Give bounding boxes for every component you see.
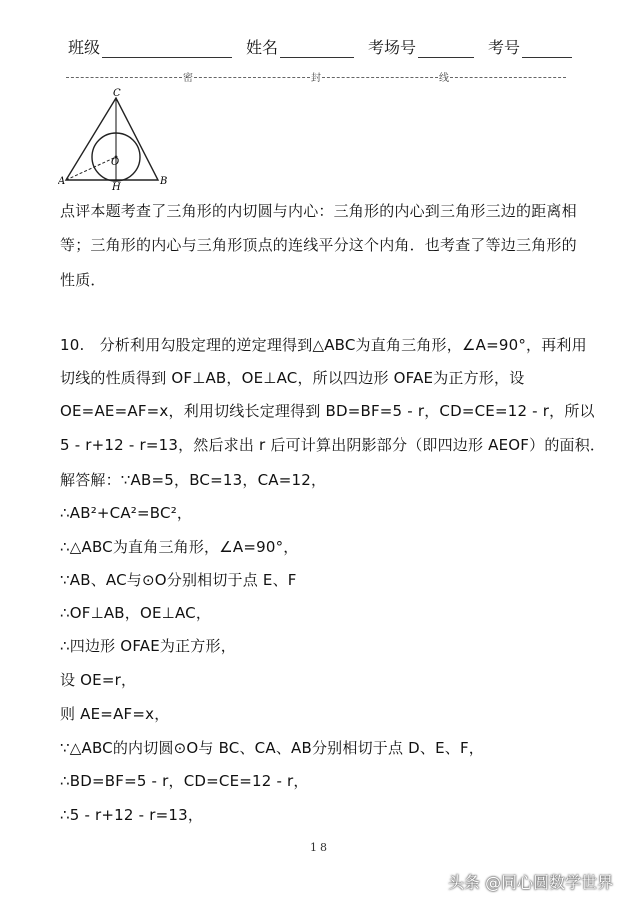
text-line: 5 - r+12 - r=13，然后求出 r 后可计算出阴影部分（即四边形 AEOF）的面积． xyxy=(60,436,606,454)
class-label: 班级 xyxy=(68,38,101,57)
label-a: A xyxy=(58,176,66,187)
watermark: 头条 @同心圆数学世界 xyxy=(448,873,614,892)
exam-header xyxy=(68,34,588,58)
seal-xian: 线 xyxy=(439,73,449,84)
exam-room-label: 考场号 xyxy=(368,38,417,57)
seal-dash xyxy=(66,77,182,78)
seal-dash xyxy=(450,77,566,78)
text-line: 等；三角形的内心与三角形顶点的连线平分这个内角．也考查了等边三角形的 xyxy=(60,236,577,254)
label-b: B xyxy=(160,176,168,187)
text-line: 性质． xyxy=(60,271,106,289)
text-line: 点评本题考查了三角形的内切圆与内心：三角形的内心到三角形三边的距离相 xyxy=(60,202,577,220)
exam-no-blank[interactable] xyxy=(522,41,572,58)
seal-dash xyxy=(194,77,310,78)
text-line: ∴AB²+CA²=BC²， xyxy=(60,504,193,522)
text-line: ∴△ABC为直角三角形，∠A=90°， xyxy=(60,538,299,556)
text-line: ∴OF⊥AB，OE⊥AC， xyxy=(60,604,212,622)
page-number: 18 xyxy=(310,841,330,854)
exam-no-field xyxy=(488,35,572,58)
exam-room-field xyxy=(368,35,474,58)
name-label: 姓名 xyxy=(246,38,279,57)
text-line: ∴5 - r+12 - r=13， xyxy=(60,806,204,824)
label-o: O xyxy=(111,157,120,168)
name-blank[interactable] xyxy=(280,41,354,58)
text-line: 10. 分析利用勾股定理的逆定理得到△ABC为直角三角形，∠A=90°，再利用 xyxy=(60,336,587,354)
class-field xyxy=(68,35,232,58)
triangle-incircle-figure xyxy=(58,86,170,192)
text-line: ∵AB、AC与⊙O分别相切于点 E、F xyxy=(60,571,297,589)
text-line: 切线的性质得到 OF⊥AB，OE⊥AC，所以四边形 OFAE为正方形，设 xyxy=(60,369,525,387)
seal-dash xyxy=(322,77,438,78)
text-line: ∵△ABC的内切圆⊙O与 BC、CA、AB分别相切于点 D、E、F， xyxy=(60,739,484,757)
exam-no-label: 考号 xyxy=(488,38,521,57)
text-line: ∴BD=BF=5 - r，CD=CE=12 - r， xyxy=(60,772,309,790)
text-line: OE=AE=AF=x，利用切线长定理得到 BD=BF=5 - r，CD=CE=12 - r，所以 xyxy=(60,402,595,420)
exam-room-blank[interactable] xyxy=(418,41,474,58)
label-c: C xyxy=(113,88,121,99)
text-line: ∴四边形 OFAE为正方形， xyxy=(60,637,236,655)
name-field xyxy=(246,35,354,58)
seal-mi: 密 xyxy=(183,73,193,84)
seal-line xyxy=(66,69,566,84)
class-blank[interactable] xyxy=(102,41,232,58)
text-line: 设 OE=r， xyxy=(60,671,137,689)
seal-feng: 封 xyxy=(311,73,321,84)
label-h: H xyxy=(112,182,121,192)
text-line: 解答解：∵AB=5，BC=13，CA=12， xyxy=(60,471,327,489)
text-line: 则 AE=AF=x， xyxy=(60,705,170,723)
